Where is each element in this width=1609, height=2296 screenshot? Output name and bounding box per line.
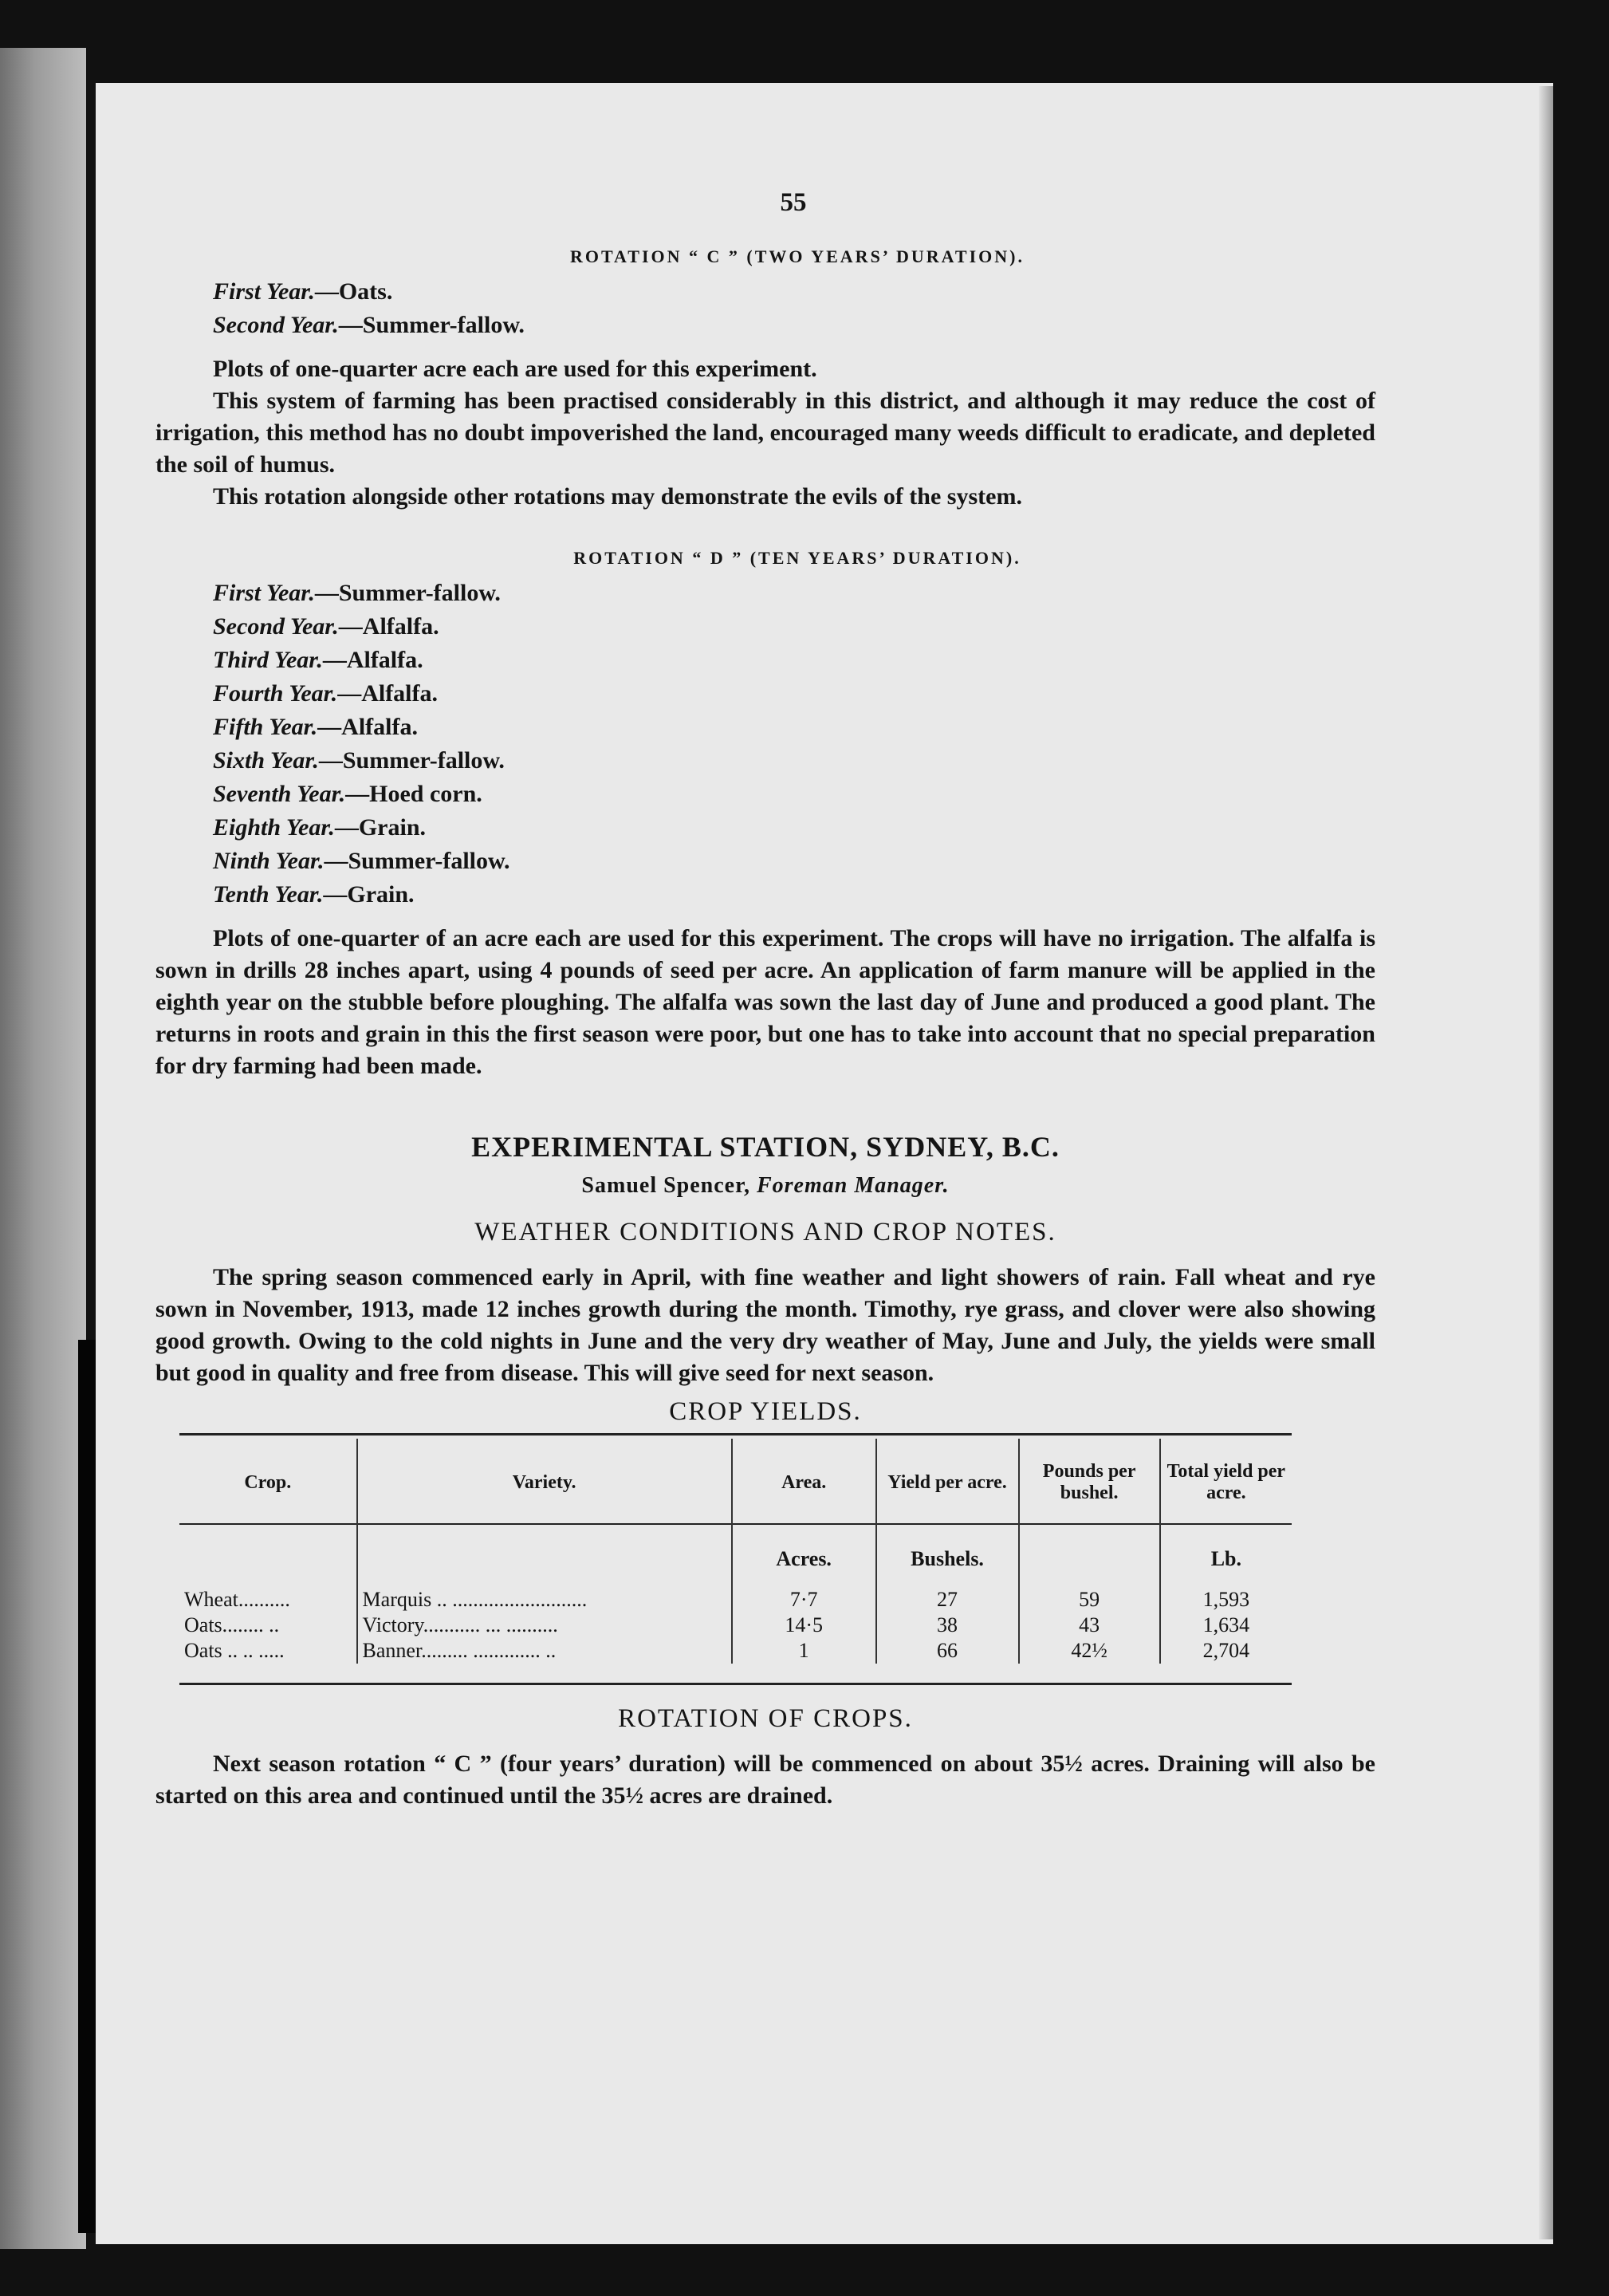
rotation-d-heading: ROTATION “ D ” (TEN YEARS’ DURATION). — [573, 548, 1021, 568]
table-row — [179, 1613, 1292, 1638]
crop-cell: Wheat.......... — [179, 1587, 357, 1613]
rotation-d-paragraph: Plots of one-quarter of an acre each are used for this experiment. The crops will have no irrigation. The alfalfa is sown in drills 28 inches apart, using 4 pounds of seed per acre. An application of farm manure will be applied in the eighth year on the stubble before ploughing. The alfalfa was sown the last day of June and produced a good plant. The returns in roots and grain in this the first season were poor, but one has to take into account that no special preparation for dry farming had been made. — [155, 925, 1375, 1079]
yield-cell: 27 — [876, 1587, 1019, 1613]
manager-title: Foreman Manager. — [756, 1173, 950, 1198]
station-manager — [155, 1173, 1375, 1199]
total-cell: 1,634 — [1202, 1613, 1250, 1636]
year-line: First Year.—Summer-fallow. — [213, 580, 501, 606]
column-header: Variety. — [357, 1439, 732, 1524]
variety-cell: Victory........... ... .......... — [357, 1613, 732, 1638]
year-line: Seventh Year.—Hoed corn. — [213, 781, 482, 807]
variety-cell: Marquis .. .......................... — [357, 1587, 732, 1613]
units-row — [179, 1525, 1292, 1587]
table-row — [179, 1638, 1292, 1664]
page-edge-shadow — [1539, 86, 1553, 2239]
table-row — [179, 1587, 1292, 1613]
pounds-cell: 59 — [1019, 1587, 1160, 1613]
total-cell: 2,704 — [1202, 1639, 1250, 1662]
year-line: Second Year.—Alfalfa. — [213, 613, 439, 640]
year-line: First Year.—Oats. — [213, 278, 393, 305]
rotation-c-heading: ROTATION “ C ” (TWO YEARS’ DURATION). — [570, 246, 1025, 266]
rotation-c-paragraph: This rotation alongside other rotations may demonstrate the evils of the system. — [213, 483, 1022, 510]
pounds-cell: 43 — [1019, 1613, 1160, 1638]
column-header: Pounds per bushel. — [1019, 1439, 1160, 1524]
year-line: Fifth Year.—Alfalfa. — [213, 714, 418, 740]
rotation-c-years — [155, 275, 1375, 342]
pounds-cell: 42½ — [1019, 1638, 1160, 1664]
unit-label: Bushels. — [876, 1525, 1019, 1587]
rotation-c-paragraph: This system of farming has been practised considerably in this district, and although it may reduce the cost of irrigation, this method has no doubt impoverished the land, encouraged many weeds difficult to eradicate, and depleted the soil of humus. — [155, 388, 1375, 478]
crop-yields-table — [179, 1433, 1292, 1685]
total-cell: 1,593 — [1202, 1588, 1250, 1611]
weather-heading: WEATHER CONDITIONS AND CROP NOTES. — [474, 1218, 1056, 1246]
variety-cell: Banner......... ............. .. — [357, 1638, 732, 1664]
page-content — [155, 188, 1375, 1812]
rotation-d-years — [155, 577, 1375, 912]
yield-cell: 38 — [876, 1613, 1019, 1638]
binding-shadow — [78, 1340, 96, 2233]
weather-paragraph: The spring season commenced early in April, with fine weather and light showers of rain. Fall wheat and rye sown in November, 1913, made 12 inches growth during the month. Timothy, rye grass, and clover were also showing good growth. Owing to the cold nights in June and the very dry weather of May, June and July, the yields were small but good in quality and free from disease. This will give seed for next season. — [155, 1264, 1375, 1386]
area-cell: 1 — [732, 1638, 876, 1664]
area-cell: 14·5 — [732, 1613, 876, 1638]
year-line: Third Year.—Alfalfa. — [213, 647, 423, 673]
rotation-of-crops-paragraph: Next season rotation “ C ” (four years’ duration) will be commenced on about 35½ acres. Draining will also be started on this area and continued until the 35½ acres are drained. — [155, 1751, 1375, 1809]
year-line: Eighth Year.—Grain. — [213, 814, 427, 841]
crop-cell: Oats .. .. ..... — [179, 1638, 357, 1664]
facing-page-edge — [0, 48, 86, 2249]
station-title: EXPERIMENTAL STATION, SYDNEY, B.C. — [471, 1131, 1060, 1163]
page-number: 55 — [780, 188, 807, 217]
rotation-of-crops-heading: ROTATION OF CROPS. — [618, 1704, 913, 1733]
area-cell: 7·7 — [732, 1587, 876, 1613]
manager-name: Samuel Spencer, — [581, 1173, 750, 1198]
column-header: Yield per acre. — [876, 1439, 1019, 1524]
year-line: Sixth Year.—Summer-fallow. — [213, 747, 505, 774]
crop-cell: Oats........ .. — [179, 1613, 357, 1638]
year-line: Ninth Year.—Summer-fallow. — [213, 848, 510, 874]
unit-label: Acres. — [732, 1525, 876, 1587]
yield-cell: 66 — [876, 1638, 1019, 1664]
year-line: Tenth Year.—Grain. — [213, 881, 415, 908]
unit-label: Lb. — [1210, 1547, 1241, 1570]
year-line: Fourth Year.—Alfalfa. — [213, 680, 439, 707]
column-header: Crop. — [179, 1439, 357, 1524]
column-header: Area. — [732, 1439, 876, 1524]
column-header: Total yield per acre. — [1166, 1461, 1286, 1503]
crop-yields-title: CROP YIELDS. — [669, 1397, 862, 1426]
rotation-c-paragraph: Plots of one-quarter acre each are used for this experiment. — [213, 356, 817, 382]
year-line: Second Year.—Summer-fallow. — [213, 312, 525, 338]
